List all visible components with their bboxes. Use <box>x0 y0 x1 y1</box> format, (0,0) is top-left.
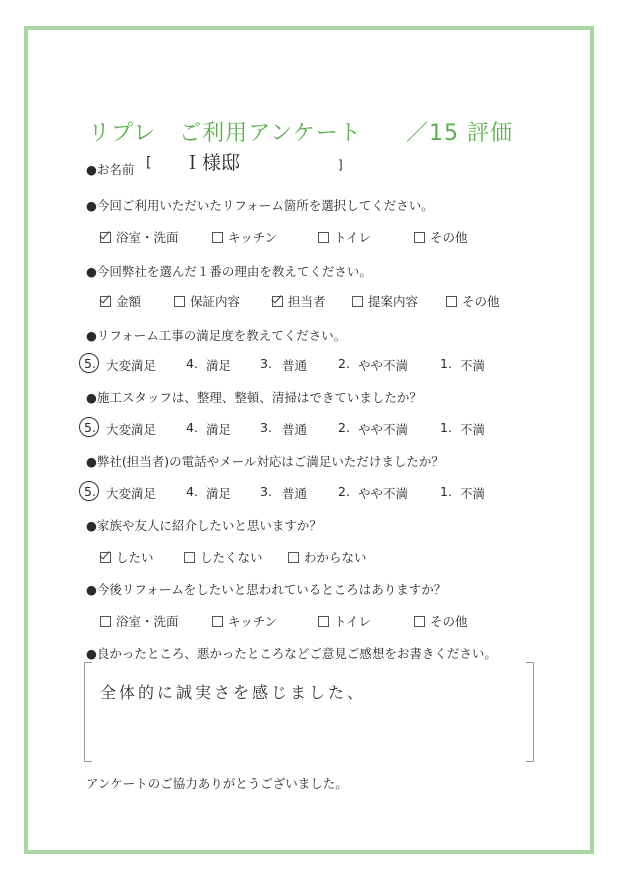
scale-3-num[interactable]: 3. <box>260 484 272 499</box>
scale-2-label[interactable]: やや不満 <box>358 486 409 501</box>
question-2: ●今回弊社を選んだ１番の理由を教えてください。 <box>86 264 372 279</box>
scale-5-label[interactable]: 大変満足 <box>106 486 157 501</box>
checkbox-icon[interactable] <box>318 232 329 243</box>
checkbox-icon[interactable] <box>212 616 223 627</box>
checkbox-icon[interactable] <box>100 296 111 307</box>
q1-option-bath[interactable]: 浴室・洗面 <box>100 228 179 246</box>
checkbox-icon[interactable] <box>100 552 111 563</box>
scale-5-label[interactable]: 大変満足 <box>106 358 157 373</box>
checkbox-icon[interactable] <box>446 296 457 307</box>
q7-option-other[interactable]: その他 <box>414 612 468 630</box>
checkbox-icon[interactable] <box>414 232 425 243</box>
scale-1-num[interactable]: 1. <box>440 356 452 371</box>
scale-1-label[interactable]: 不満 <box>460 486 486 501</box>
question-4: ●施工スタッフは、整理、整頓、清掃はできていましたか？ <box>86 390 422 405</box>
q1-option-other[interactable]: その他 <box>414 228 468 246</box>
scale-2-num[interactable]: 2. <box>338 484 350 499</box>
scale-2-num[interactable]: 2. <box>338 356 350 371</box>
q2-option-other[interactable]: その他 <box>446 292 500 310</box>
scale-4-label[interactable]: 満足 <box>206 486 232 501</box>
scale-4-label[interactable]: 満足 <box>206 358 232 373</box>
comment-text: 全体的に誠実さを感じました、 <box>100 683 367 702</box>
scale-1-label[interactable]: 不満 <box>460 422 486 437</box>
question-7: ●今後リフォームをしたいと思われているところはありますか？ <box>86 582 447 597</box>
q7-option-kitchen[interactable]: キッチン <box>212 612 277 630</box>
q1-option-toilet[interactable]: トイレ <box>318 228 371 246</box>
scale-3-label[interactable]: 普通 <box>282 422 308 437</box>
name-label: ●お名前 <box>86 162 135 177</box>
q2-option-warranty[interactable]: 保証内容 <box>174 292 240 310</box>
name-value[interactable]: Ｉ様邸 <box>183 152 241 174</box>
name-bracket-close: ] <box>338 158 343 172</box>
scale-4-num[interactable]: 4. <box>186 420 198 435</box>
checkbox-icon[interactable] <box>212 232 223 243</box>
q6-option-unsure[interactable]: わからない <box>288 548 367 566</box>
q2-option-price[interactable]: 金額 <box>100 292 141 310</box>
question-5: ●弊社(担当者)の電話やメール対応はご満足いただけましたか？ <box>86 454 444 469</box>
checkbox-icon[interactable] <box>318 616 329 627</box>
footer-thanks: アンケートのご協力ありがとうございました。 <box>86 776 348 791</box>
scale-5-num[interactable]: 5. <box>84 356 96 371</box>
scale-1-num[interactable]: 1. <box>440 420 452 435</box>
q7-option-toilet[interactable]: トイレ <box>318 612 371 630</box>
checkbox-icon[interactable] <box>272 296 283 307</box>
checkbox-icon[interactable] <box>174 296 185 307</box>
scale-4-num[interactable]: 4. <box>186 484 198 499</box>
scale-2-label[interactable]: やや不満 <box>358 358 409 373</box>
scale-1-label[interactable]: 不満 <box>460 358 486 373</box>
survey-title <box>88 116 513 147</box>
scale-2-label[interactable]: やや不満 <box>358 422 409 437</box>
scale-4-num[interactable]: 4. <box>186 356 198 371</box>
name-bracket-open: [ <box>146 155 152 171</box>
q6-option-yes[interactable]: したい <box>100 548 154 566</box>
scale-5-num[interactable]: 5. <box>84 484 96 499</box>
checkbox-icon[interactable] <box>100 616 111 627</box>
question-6: ●家族や友人に紹介したいと思いますか？ <box>86 518 322 533</box>
scale-3-label[interactable]: 普通 <box>282 358 308 373</box>
checkbox-icon[interactable] <box>288 552 299 563</box>
q1-option-kitchen[interactable]: キッチン <box>212 228 277 246</box>
scale-5-label[interactable]: 大変満足 <box>106 422 157 437</box>
checkbox-icon[interactable] <box>184 552 195 563</box>
comment-box[interactable] <box>84 662 534 762</box>
q7-option-bath[interactable]: 浴室・洗面 <box>100 612 179 630</box>
question-3: ●リフォーム工事の満足度を教えてください。 <box>86 328 347 343</box>
scale-1-num[interactable]: 1. <box>440 484 452 499</box>
q2-option-staff[interactable]: 担当者 <box>272 292 326 310</box>
checkbox-icon[interactable] <box>414 616 425 627</box>
scale-2-num[interactable]: 2. <box>338 420 350 435</box>
q6-option-no[interactable]: したくない <box>184 548 263 566</box>
scale-3-label[interactable]: 普通 <box>282 486 308 501</box>
scale-5-num[interactable]: 5. <box>84 420 96 435</box>
q2-option-proposal[interactable]: 提案内容 <box>352 292 418 310</box>
scale-4-label[interactable]: 満足 <box>206 422 232 437</box>
question-8: ●良かったところ、悪かったところなどご意見ご感想をお書きください。 <box>86 646 497 661</box>
checkbox-icon[interactable] <box>352 296 363 307</box>
score-label: ／15 評価 <box>406 121 513 146</box>
checkbox-icon[interactable] <box>100 232 111 243</box>
title-text: リプレ ご利用アンケート <box>88 121 362 146</box>
scale-3-num[interactable]: 3. <box>260 356 272 371</box>
scale-3-num[interactable]: 3. <box>260 420 272 435</box>
question-1: ●今回ご利用いただいたリフォーム箇所を選択してください。 <box>86 198 434 213</box>
